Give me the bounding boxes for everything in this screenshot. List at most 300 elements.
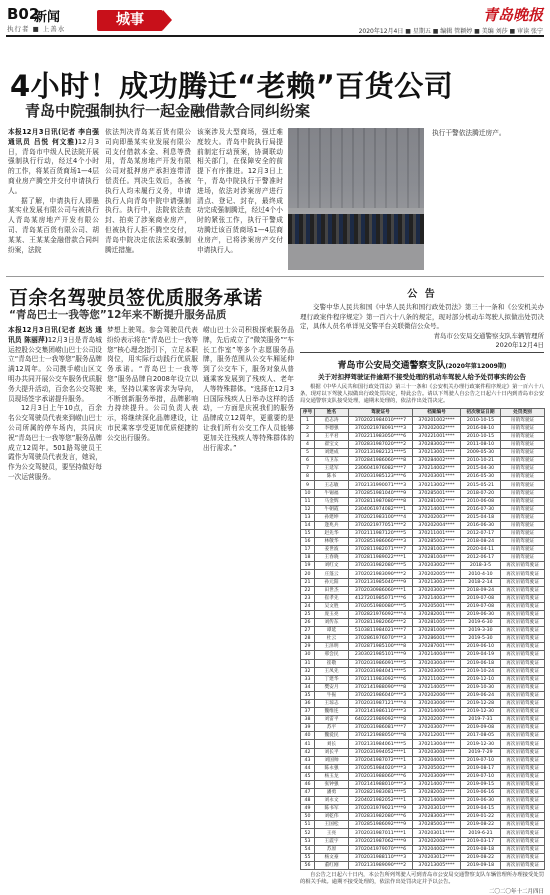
- table-cell: 3702021986040****3: [349, 691, 413, 699]
- table-cell: 3702111987120****5: [349, 530, 413, 538]
- table-cell: 2019-12-30: [461, 740, 501, 748]
- table-cell: 再次吊销驾驶证: [501, 837, 545, 845]
- table-cell: 再次吊销驾驶证: [501, 562, 545, 570]
- table-cell: 21: [301, 578, 315, 586]
- table-cell: 43: [301, 756, 315, 764]
- table-cell: 3702021983100****4: [349, 513, 413, 521]
- table-row: [301, 861, 545, 869]
- notice-divider: [300, 352, 544, 353]
- table-cell: 田世杰: [315, 586, 349, 594]
- table-row: [301, 805, 545, 813]
- table-cell: 3702141988090****8: [349, 683, 413, 691]
- table-cell: 370202008****: [413, 837, 461, 845]
- table-cell: 11: [301, 497, 315, 505]
- table-cell: 370283002****: [413, 440, 461, 448]
- table-cell: 370203010****: [413, 805, 461, 813]
- notice-title: 公 告: [407, 289, 437, 300]
- table-row: [301, 497, 545, 505]
- table-cell: 34: [301, 683, 315, 691]
- table-cell: 2019-08-22: [461, 853, 501, 861]
- table-row: [301, 586, 545, 594]
- table-cell: 32: [301, 667, 315, 675]
- table-cell: 40: [301, 732, 315, 740]
- table-cell: 3702211983050****6: [349, 432, 413, 440]
- table-cell: 55: [301, 853, 315, 861]
- table-cell: 2306041976082****7: [349, 465, 413, 473]
- table-cell: 370202005****: [413, 570, 461, 578]
- table-cell: 2019-12-10: [461, 675, 501, 683]
- photo-building: [288, 128, 424, 208]
- table-cell: 370203005****: [413, 667, 461, 675]
- table-cell: 3702031986091****5: [349, 659, 413, 667]
- table-cell: 370203008****: [413, 748, 461, 756]
- roster-subtitle: 关于对扣押驾驶证件逾期不接受处理的机动车驾驶人给予处罚事实的公告: [318, 373, 526, 381]
- table-cell: 3702030986060****1: [349, 586, 413, 594]
- table-cell: 2: [301, 424, 315, 432]
- table-cell: 370213005****: [413, 861, 461, 869]
- table-cell: 3702051984020****3: [349, 764, 413, 772]
- table-cell: 3702021983090****2: [349, 570, 413, 578]
- table-cell: 3702021984010****7: [349, 416, 413, 424]
- table-row: [301, 837, 545, 845]
- roster-column-header: 初次领证日期: [461, 408, 501, 416]
- table-cell: 马卫东: [315, 457, 349, 465]
- table-cell: 2019-06-24: [461, 691, 501, 699]
- table-cell: 4127201985071****6: [349, 594, 413, 602]
- table-cell: 3702031979021****9: [349, 805, 413, 813]
- notice-signature: 青岛市公安局交通警察支队车辆管理所: [433, 331, 544, 340]
- story1-lead: 本报12月3日讯(记者 李自强 通讯员 吕悦 何文雅): [8, 128, 99, 146]
- table-cell: 再次吊销驾驶证: [501, 675, 545, 683]
- table-cell: 370282001****: [413, 610, 461, 618]
- table-row: [301, 465, 545, 473]
- table-cell: 3702021977051****2: [349, 521, 413, 529]
- section-divider: [6, 276, 544, 277]
- table-cell: 3702031988110****3: [349, 853, 413, 861]
- roster-column-header: 驾驶证号: [349, 408, 413, 416]
- table-cell: 37: [301, 708, 315, 716]
- table-cell: 2018-2-14: [461, 578, 501, 586]
- table-row: [301, 562, 545, 570]
- table-cell: 2019-10-24: [461, 667, 501, 675]
- table-cell: 3702031982080****5: [349, 562, 413, 570]
- credits: 执行者 ■ 上善水: [7, 25, 66, 33]
- table-cell: 魏维连: [315, 708, 349, 716]
- table-cell: 翟宝文: [315, 440, 349, 448]
- table-cell: 再次吊销驾驶证: [501, 797, 545, 805]
- table-cell: 再次吊销驾驶证: [501, 667, 545, 675]
- story1-photo: [288, 128, 424, 270]
- table-cell: 370211001****: [413, 530, 461, 538]
- table-cell: 2012-07-17: [461, 530, 501, 538]
- table-cell: 崔孝先: [315, 594, 349, 602]
- table-cell: 370204002****: [413, 845, 461, 853]
- table-row: [301, 829, 545, 837]
- table-cell: 吊销驾驶证: [501, 489, 545, 497]
- table-cell: 刘传东: [315, 619, 349, 627]
- table-cell: 再次吊销驾驶证: [501, 805, 545, 813]
- table-cell: 再次吊销驾驶证: [501, 659, 545, 667]
- table-cell: 3702031984041****5: [349, 667, 413, 675]
- roster-column-header: 序号: [301, 408, 315, 416]
- table-cell: 9: [301, 481, 315, 489]
- table-cell: 27: [301, 627, 315, 635]
- table-cell: 2010-10-21: [461, 457, 501, 465]
- table-cell: 刘红文: [315, 562, 349, 570]
- story2-para-2: 12月3日上午10点，百余名公交驾驶员代表来到崂山巴士公司所属的停车场内，共同庆祝“青岛巴士一我等您”服务品牌成立12周年。501路驾驶员王霞作为驾驶员代表发言，她说，作为公交驾驶员，要坚持做好每一次运营服务。: [8, 404, 102, 481]
- table-cell: 王国松: [315, 821, 349, 829]
- photo-crowd: [288, 214, 424, 244]
- table-cell: 2019-06-30: [461, 797, 501, 805]
- table-cell: 3702811987080****8: [349, 497, 413, 505]
- table-cell: 2019-09-15: [461, 780, 501, 788]
- table-cell: 王春晓: [315, 554, 349, 562]
- table-cell: 2019-09-18: [461, 861, 501, 869]
- table-cell: 3702131982121****5: [349, 449, 413, 457]
- table-cell: 2019-06-16: [461, 789, 501, 797]
- table-cell: 3702031985123****6: [349, 473, 413, 481]
- table-row: [301, 432, 545, 440]
- table-cell: 再次吊销驾驶证: [501, 602, 545, 610]
- notice-body: 交警中华人民共和国《中华人民共和国行政处罚法》第三十一条和《公安机关办理行政案件程序规定》第一百六十八条的规定，现对部分机动车驾驶人拟做出处罚决定，具体人员名单详见交警平台关联微信公众号。: [300, 303, 544, 330]
- table-cell: 丁建华: [315, 675, 349, 683]
- dateline: 2020年12月4日 ■ 星期五 ■ 编辑 管颖婷 ■ 美编 刘莎 ■ 审读 张宁: [358, 28, 543, 35]
- table-row: [301, 610, 545, 618]
- table-cell: 2018-08-24: [461, 538, 501, 546]
- table-cell: 2009-05-30: [461, 449, 501, 457]
- table-cell: 吊销驾驶证: [501, 497, 545, 505]
- table-cell: 51: [301, 821, 315, 829]
- table-cell: 2015-05-21: [461, 481, 501, 489]
- table-cell: 3702811982060****2: [349, 619, 413, 627]
- table-cell: 王平君: [315, 432, 349, 440]
- table-cell: 再次吊销驾驶证: [501, 813, 545, 821]
- table-cell: 370203001****: [413, 473, 461, 481]
- table-cell: 2019-04-15: [461, 805, 501, 813]
- table-cell: 苏平: [315, 724, 349, 732]
- table-cell: 370214005****: [413, 683, 461, 691]
- table-row: [301, 764, 545, 772]
- table-cell: 2304061974082****1: [349, 505, 413, 513]
- table-row: [301, 667, 545, 675]
- table-cell: 3702871985100****8: [349, 643, 413, 651]
- table-row: [301, 481, 545, 489]
- table-cell: 刘长平: [315, 748, 349, 756]
- table-cell: 2017-08-05: [461, 732, 501, 740]
- table-cell: 6: [301, 457, 315, 465]
- table-cell: 2019-7-29: [461, 748, 501, 756]
- table-cell: 2019-7-31: [461, 716, 501, 724]
- table-row: [301, 683, 545, 691]
- table-cell: 2019-06-18: [461, 659, 501, 667]
- table-cell: 370214008****: [413, 797, 461, 805]
- table-row: [301, 699, 545, 707]
- table-cell: 20: [301, 570, 315, 578]
- table-cell: 再次吊销驾驶证: [501, 586, 545, 594]
- table-cell: 3702851986092****9: [349, 821, 413, 829]
- table-cell: 陈书军: [315, 805, 349, 813]
- roster-title: [300, 358, 544, 371]
- table-cell: 370201002****: [413, 416, 461, 424]
- table-cell: 370203003****: [413, 586, 461, 594]
- table-cell: 370202006****: [413, 691, 461, 699]
- table-cell: 370214001****: [413, 505, 461, 513]
- roster-intro: 根据《中华人民共和国行政处罚法》第三十一条和《公安机关办理行政案件程序规定》第一百六十八条，现对以下驾驶人拟做出行政处罚决定，特此公告。请以下驾驶人自公告之日起六十日内到青岛市公安局交通警察支队接受处理，逾期未处理的，依法作出处罚决定。: [300, 384, 544, 405]
- table-cell: 吊销驾驶证: [501, 416, 545, 424]
- table-cell: 370283003****: [413, 813, 461, 821]
- table-cell: 姜世波: [315, 546, 349, 554]
- table-cell: 再次吊销驾驶证: [501, 764, 545, 772]
- table-cell: 370282002****: [413, 789, 461, 797]
- table-row: [301, 659, 545, 667]
- table-cell: 吊销驾驶证: [501, 546, 545, 554]
- table-cell: 370281004****: [413, 554, 461, 562]
- table-row: [301, 740, 545, 748]
- table-cell: 15: [301, 530, 315, 538]
- table-cell: 2019-08-22: [461, 821, 501, 829]
- notice-date: 2020年12月4日: [495, 340, 544, 349]
- table-cell: 370214007****: [413, 780, 461, 788]
- table-cell: 2010-06-08: [461, 497, 501, 505]
- table-cell: 28: [301, 635, 315, 643]
- table-cell: 3702131989090****2: [349, 861, 413, 869]
- table-row: [301, 853, 545, 861]
- table-cell: 吊销驾驶证: [501, 432, 545, 440]
- table-cell: 3: [301, 432, 315, 440]
- table-cell: 54: [301, 845, 315, 853]
- roster-table-header: [301, 408, 545, 416]
- table-cell: 杨文豪: [315, 853, 349, 861]
- table-cell: 2019-07-10: [461, 756, 501, 764]
- table-cell: 30: [301, 651, 315, 659]
- table-cell: 李德强: [315, 424, 349, 432]
- table-cell: 孙元阳: [315, 578, 349, 586]
- table-row: [301, 797, 545, 805]
- table-cell: 吊销驾驶证: [501, 538, 545, 546]
- table-cell: 再次吊销驾驶证: [501, 699, 545, 707]
- table-cell: 370203011****: [413, 829, 461, 837]
- photo-caption: 执行干警依法腾迁房产。: [432, 129, 506, 137]
- table-cell: 马金辉: [315, 497, 349, 505]
- table-row: [301, 505, 545, 513]
- table-cell: 再次吊销驾驶证: [501, 619, 545, 627]
- table-row: [301, 513, 545, 521]
- table-cell: 吊销驾驶证: [501, 521, 545, 529]
- table-cell: 再次吊销驾驶证: [501, 708, 545, 716]
- table-cell: 2019-10-30: [461, 683, 501, 691]
- table-cell: 38: [301, 716, 315, 724]
- table-cell: 370203006****: [413, 699, 461, 707]
- table-cell: 2019-06-10: [461, 643, 501, 651]
- table-cell: 牛朝霞: [315, 505, 349, 513]
- table-cell: 39: [301, 724, 315, 732]
- table-cell: 吊销驾驶证: [501, 457, 545, 465]
- table-cell: 370285001****: [413, 489, 461, 497]
- table-cell: 3702121988050****8: [349, 732, 413, 740]
- roster-column-header: 姓名: [315, 408, 349, 416]
- table-cell: 王泽明: [315, 643, 349, 651]
- table-cell: 370286001****: [413, 635, 461, 643]
- table-cell: 370281003****: [413, 546, 461, 554]
- table-cell: 再次吊销驾驶证: [501, 780, 545, 788]
- story1-headline: 4小时！成功腾迁“老赖”百货公司: [10, 69, 454, 103]
- table-cell: 再次吊销驾驶证: [501, 578, 545, 586]
- table-cell: 52: [301, 829, 315, 837]
- table-cell: 苏原: [315, 845, 349, 853]
- table-cell: 3702811982071****7: [349, 546, 413, 554]
- table-row: [301, 546, 545, 554]
- table-cell: 370202002****: [413, 424, 461, 432]
- table-cell: 22: [301, 586, 315, 594]
- table-cell: 3702031987011****1: [349, 829, 413, 837]
- table-cell: 再次吊销驾驶证: [501, 756, 545, 764]
- table-cell: 2019-12-28: [461, 699, 501, 707]
- table-cell: 370214004****: [413, 651, 461, 659]
- table-cell: 崔敬: [315, 659, 349, 667]
- table-cell: 370203009****: [413, 772, 461, 780]
- table-cell: 3702141988010****3: [349, 780, 413, 788]
- table-cell: 3702851981040****9: [349, 489, 413, 497]
- table-cell: 2010-10-15: [461, 416, 501, 424]
- table-cell: 2015-04-18: [461, 513, 501, 521]
- table-cell: 3702141986110****3: [349, 708, 413, 716]
- table-cell: 370205001****: [413, 602, 461, 610]
- table-cell: 庞玉亮: [315, 610, 349, 618]
- table-cell: 2018-3-5: [461, 562, 501, 570]
- table-cell: 370202003****: [413, 513, 461, 521]
- table-cell: 3702031994052****1: [349, 748, 413, 756]
- table-cell: 王震宇: [315, 837, 349, 845]
- table-cell: 魏爱民: [315, 732, 349, 740]
- table-row: [301, 457, 545, 465]
- roster-column-header: 档案编号: [413, 408, 461, 416]
- table-cell: 吊销驾驶证: [501, 440, 545, 448]
- table-cell: 33: [301, 675, 315, 683]
- table-cell: 2019-3-30: [461, 627, 501, 635]
- table-cell: 3702021978091****3: [349, 424, 413, 432]
- table-cell: 53: [301, 837, 315, 845]
- table-cell: 2020-04-11: [461, 546, 501, 554]
- table-row: [301, 651, 545, 659]
- table-cell: 48: [301, 797, 315, 805]
- table-cell: 18: [301, 554, 315, 562]
- table-cell: 2019-08-17: [461, 764, 501, 772]
- table-cell: 3702021987062****9: [349, 837, 413, 845]
- table-cell: 王志敏: [315, 481, 349, 489]
- table-cell: 24: [301, 602, 315, 610]
- table-cell: 再次吊销驾驶证: [501, 853, 545, 861]
- table-cell: 2204021982052****1: [349, 797, 413, 805]
- table-cell: 2019-03-17: [461, 837, 501, 845]
- table-cell: 2019-06-30: [461, 610, 501, 618]
- table-cell: 张钟强: [315, 780, 349, 788]
- table-cell: 16: [301, 538, 315, 546]
- table-row: [301, 748, 545, 756]
- table-cell: 370211002****: [413, 675, 461, 683]
- story1-para-1: 12月3日，青岛市中级人民法院开展强制执行行动，经过4个小时的工作，将某百货商场1—4层商业房产腾空并交付申请执行人。: [8, 137, 100, 195]
- table-row: [301, 821, 545, 829]
- table-row: [301, 789, 545, 797]
- story2-column-1: [8, 326, 102, 483]
- table-cell: 36: [301, 699, 315, 707]
- table-cell: 2019-07-08: [461, 602, 501, 610]
- table-cell: 3702131985040****9: [349, 578, 413, 586]
- table-cell: 吊销驾驶证: [501, 449, 545, 457]
- table-cell: 吊销驾驶证: [501, 554, 545, 562]
- table-cell: 13: [301, 513, 315, 521]
- table-cell: 370213003****: [413, 578, 461, 586]
- table-row: [301, 594, 545, 602]
- table-cell: 19: [301, 562, 315, 570]
- table-cell: 370203007****: [413, 724, 461, 732]
- table-cell: 2010-10-15: [461, 432, 501, 440]
- table-cell: 14: [301, 521, 315, 529]
- table-cell: 陈书: [315, 473, 349, 481]
- table-cell: 刘雷平: [315, 716, 349, 724]
- table-row: [301, 538, 545, 546]
- table-cell: 王延军: [315, 465, 349, 473]
- table-cell: 赵先华: [315, 530, 349, 538]
- table-cell: 刘长: [315, 740, 349, 748]
- table-cell: 3702131984061****5: [349, 740, 413, 748]
- table-cell: 35: [301, 691, 315, 699]
- table-row: [301, 440, 545, 448]
- table-cell: 牛锡福: [315, 489, 349, 497]
- table-cell: 3702031987121****4: [349, 699, 413, 707]
- table-cell: 吊销驾驶证: [501, 473, 545, 481]
- table-cell: 2019-07-08: [461, 594, 501, 602]
- roster-table: [300, 408, 545, 870]
- table-cell: 370285002****: [413, 538, 461, 546]
- table-cell: 2019-04-19: [461, 651, 501, 659]
- table-cell: 刘建成: [315, 449, 349, 457]
- table-row: [301, 635, 545, 643]
- table-cell: 再次吊销驾驶证: [501, 740, 545, 748]
- table-cell: 42: [301, 748, 315, 756]
- table-cell: 吊销驾驶证: [501, 465, 545, 473]
- table-cell: 17: [301, 546, 315, 554]
- table-cell: 再次吊销驾驶证: [501, 829, 545, 837]
- table-row: [301, 675, 545, 683]
- table-cell: 杨玉龙: [315, 772, 349, 780]
- table-cell: 再次吊销驾驶证: [501, 627, 545, 635]
- table-cell: 370284002****: [413, 457, 461, 465]
- table-cell: 12: [301, 505, 315, 513]
- table-cell: 吊销驾驶证: [501, 481, 545, 489]
- masthead: [0, 0, 550, 38]
- table-cell: 370214002****: [413, 465, 461, 473]
- table-cell: 3702841986060****8: [349, 457, 413, 465]
- table-cell: 370213002****: [413, 481, 461, 489]
- table-cell: 刘乾伟: [315, 813, 349, 821]
- roster-notice: [300, 358, 544, 895]
- table-row: [301, 756, 545, 764]
- table-cell: 50: [301, 813, 315, 821]
- newspaper-logo: 青岛晚报: [482, 6, 543, 24]
- table-cell: 3702831982080****6: [349, 813, 413, 821]
- story2-lead: 本报12月3日讯(记者 赵达 通讯员 陈丽萍): [8, 326, 102, 344]
- table-cell: 370281005****: [413, 619, 461, 627]
- story2-headline: 百余名驾驶员签优质服务承诺: [9, 287, 263, 309]
- table-cell: 370203004****: [413, 659, 461, 667]
- table-row: [301, 530, 545, 538]
- table-cell: 370213004****: [413, 740, 461, 748]
- table-cell: 范志涛: [315, 416, 349, 424]
- table-cell: 2018-07-20: [461, 489, 501, 497]
- table-cell: 3702131990071****3: [349, 481, 413, 489]
- table-cell: 45: [301, 772, 315, 780]
- table-cell: 吴文胜: [315, 602, 349, 610]
